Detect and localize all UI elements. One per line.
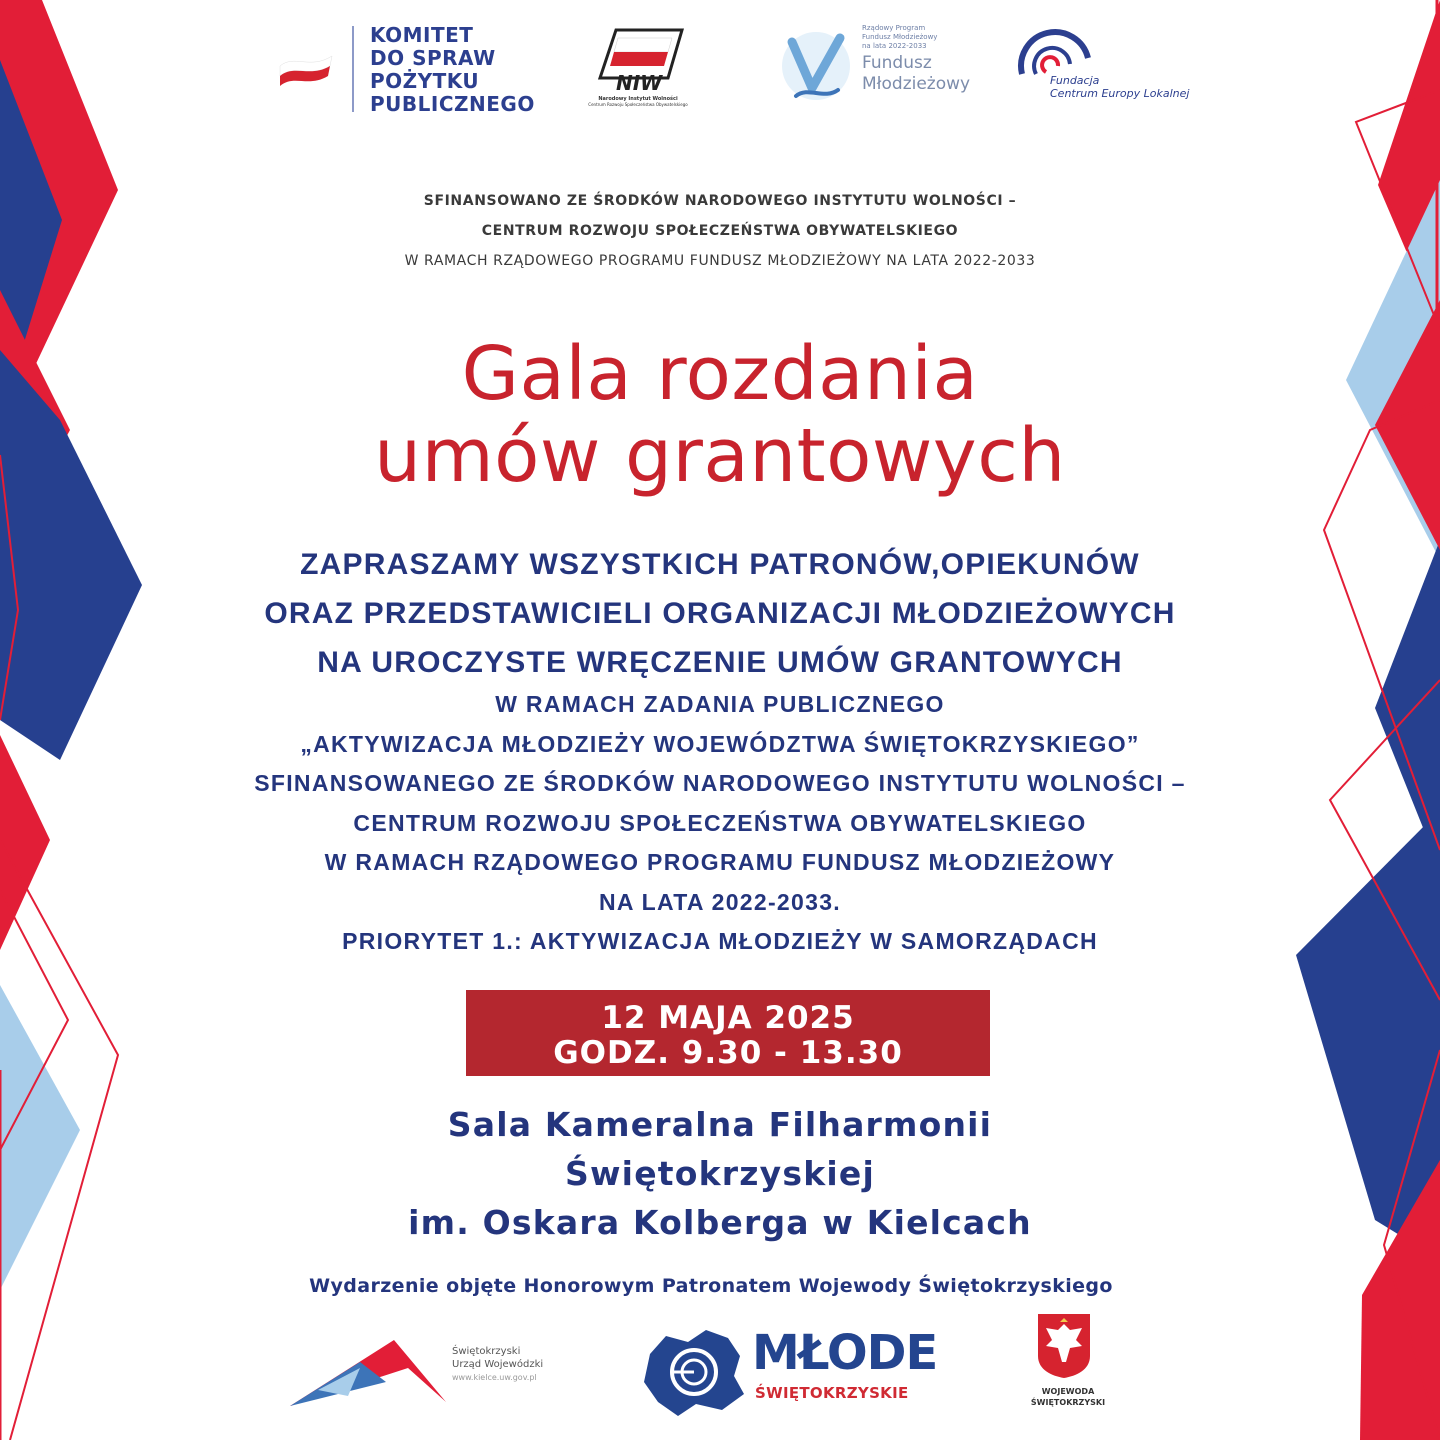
mlode-logo-subtitle: ŚWIĘTOKRZYSKIE bbox=[755, 1384, 909, 1402]
invitation-details bbox=[0, 685, 1440, 962]
venue-line-1: Sala Kameralna Filharmonii bbox=[447, 1105, 993, 1144]
invitation-small-line-3: SFINANSOWANEGO ZE ŚRODKÓW NARODOWEGO INSTYTUTU WOLNOŚCI – bbox=[254, 770, 1186, 796]
invitation-small-line-7: PRIORYTET 1.: AKTYWIZACJA MŁODZIEŻY W SAMORZĄDACH bbox=[342, 928, 1098, 954]
kpp-divider bbox=[352, 26, 354, 112]
invitation-small-line-2: „AKTYWIZACJA MŁODZIEŻY WOJEWÓDZTWA ŚWIĘTOKRZYSKIEGO” bbox=[300, 730, 1140, 757]
top-logos bbox=[0, 0, 1440, 140]
venue-line-2: Świętokrzyskiej bbox=[565, 1154, 875, 1193]
fundusz-logo-text: Rządowy Program Fundusz Młodzieżowy na lata 2022-2033 Fundusz Młodzieżowy bbox=[862, 24, 971, 94]
event-date: 12 MAJA 2025 bbox=[601, 1000, 855, 1036]
event-time: GODZ. 9.30 - 13.30 bbox=[553, 1035, 903, 1071]
bottom-logos bbox=[0, 1300, 1440, 1440]
polish-eagle-emblem-icon bbox=[1036, 1312, 1092, 1380]
niw-caption: Narodowy Instytut Wolności Centrum Rozwoju Społeczeństwa Obywatelskiego bbox=[588, 96, 688, 107]
invitation-big-line-1: ZAPRASZAMY WSZYSTKICH PATRONÓW,OPIEKUNÓW bbox=[300, 548, 1140, 581]
kpp-logo-text: KOMITET DO SPRAW POŻYTKU PUBLICZNEGO bbox=[370, 23, 535, 116]
title-line-2: umów grantowych bbox=[374, 413, 1066, 499]
page-title bbox=[0, 333, 1440, 497]
polish-flag-icon bbox=[276, 52, 336, 86]
swietokrzyskie-map-logo bbox=[636, 1324, 750, 1420]
event-date-box bbox=[466, 990, 990, 1076]
suw-logo-text: Świętokrzyski Urząd Wojewódzki www.kielce.uw.gov.pl bbox=[452, 1346, 544, 1382]
invitation-small-line-4: CENTRUM ROZWOJU SPOŁECZEŃSTWA OBYWATELSKIEGO bbox=[353, 809, 1087, 836]
invitation-small-line-1: W RAMACH ZADANIA PUBLICZNEGO bbox=[495, 691, 945, 717]
invitation-headline bbox=[0, 540, 1440, 687]
funding-line-2: CENTRUM ROZWOJU SPOŁECZEŃSTWA OBYWATELSKIEGO bbox=[481, 223, 959, 239]
wojewoda-logo-text: WOJEWODA ŚWIĘTOKRZYSKI bbox=[1030, 1387, 1106, 1407]
svg-text:NIW: NIW bbox=[616, 71, 663, 95]
mlode-logo-title: MŁODE bbox=[752, 1325, 938, 1381]
suw-roof-logo bbox=[290, 1338, 446, 1410]
niw-logo bbox=[592, 24, 688, 96]
invitation-small-line-6: NA LATA 2022-2033. bbox=[599, 888, 841, 915]
venue-line-3: im. Oskara Kolberga w Kielcach bbox=[408, 1203, 1032, 1242]
title-line-1: Gala rozdania bbox=[461, 331, 979, 417]
venue bbox=[0, 1100, 1440, 1247]
invitation-big-line-2: ORAZ PRZEDSTAWICIELI ORGANIZACJI MŁODZIEŻOWYCH bbox=[264, 597, 1176, 630]
funding-line-3: W RAMACH RZĄDOWEGO PROGRAMU FUNDUSZ MŁODZIEŻOWY NA LATA 2022-2033 bbox=[404, 253, 1036, 269]
patronage-note: Wydarzenie objęte Honorowym Patronatem Wojewody Świętokrzyskiego bbox=[309, 1275, 1113, 1297]
funding-line-1: SFINANSOWANO ZE ŚRODKÓW NARODOWEGO INSTYTUTU WOLNOŚCI – bbox=[423, 193, 1017, 209]
fcel-logo-text: Fundacja Centrum Europy Lokalnej bbox=[1050, 74, 1190, 100]
invitation-small-line-5: W RAMACH RZĄDOWEGO PROGRAMU FUNDUSZ MŁODZIEŻOWY bbox=[324, 849, 1116, 875]
invitation-big-line-3: NA UROCZYSTE WRĘCZENIE UMÓW GRANTOWYCH bbox=[317, 646, 1123, 679]
fundusz-v-logo bbox=[778, 26, 854, 106]
funding-statement bbox=[0, 186, 1440, 276]
